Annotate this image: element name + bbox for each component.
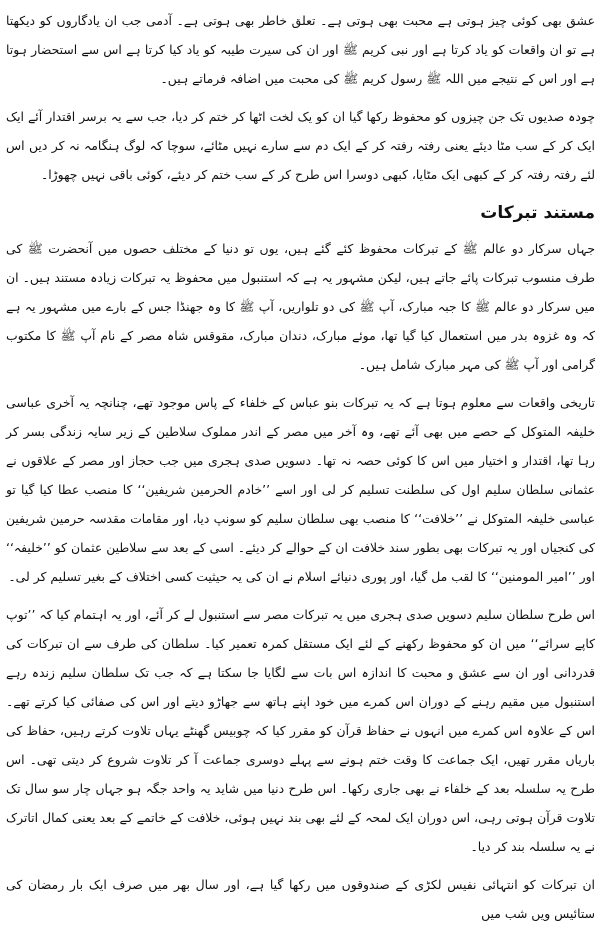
paragraph-main-2: تاریخی واقعات سے معلوم ہوتا ہے کہ یہ تبرکات بنو عباس کے خلفاء کے پاس موجود تھے، چنانچہ یہ آخری عباسی خلیفہ المتوکل کے حصے میں بھی آئے تھے، وہ آخر میں مصر کے اندر مملوک سلاطین کے زیر سایہ زندگی بسر کر رہا تھا، اقتدار و اختیار میں اس کا کوئی حصہ نہ تھا۔ دسویں صدی ہجری میں جب حجاز اور مصر کے علاقوں نے عثمانی سلطان سلیم اول کی سلطنت تسلیم کر لی اور اسے ’’خادم الحرمین شریفین‘‘ کا منصب عطا کیا گیا تو عباسی خلیفہ المتوکل نے ’’خلافت‘‘ کا منصب بھی سلطان سلیم کو سونپ دیا، اور مقامات مقدسہ حرمین شریفین کی کنجیاں اور یہ تبرکات بھی بطور سند خلافت ان کے حوالے کر دیئے۔ اسی کے بعد سے سلاطین عثمان کو ’’خلیفہ‘‘ اور ’’امیر المومنین‘‘ کا لقب مل گیا، اور پوری دنیائے اسلام نے ان کی یہ حیثیت کسی اختلاف کے بغیر تسلیم کر لی۔ (6, 395, 595, 584)
paragraph-intro-1: عشق بھی کوئی چیز ہوتی ہے محبت بھی ہوتی ہے۔ تعلق خاطر بھی ہوتی ہے۔ آدمی جب ان یادگاروں کو دیکھتا ہے تو ان واقعات کو یاد کرتا ہے اور نبی کریم ﷺ اور ان کی سیرت طیبہ کو یاد کیا کرتا ہے اس سے استحضار ہوتا ہے اور اس کے نتیجے میں اللہ ﷺ رسول کریم ﷺ کی محبت میں اضافہ فرماتے ہیں۔ (6, 13, 595, 86)
paragraph-main-4: ان تبرکات کو انتہائی نفیس لکڑی کے صندوقوں میں رکھا گیا ہے، اور سال بھر میں صرف ایک بار رمضان کی ستائیس ویں شب میں (6, 877, 595, 921)
paragraph-intro-2: چودہ صدیوں تک جن چیزوں کو محفوظ رکھا گیا ان کو یک لخت اٹھا کر ختم کر دیا، جب سے یہ برسر اقتدار آئے ایک ایک کر کے سب مٹا دیئے یعنی رفتہ رفتہ کر کے ایک دم سے سارے نہیں مٹائے، سوچا کہ لوگ ہنگامہ نہ کر دیں اس لئے رفتہ رفتہ کر کے کبھی ایک مٹایا، کبھی دوسرا اس طرح کر کے سب ختم کر دیئے، کوئی باقی نہیں چھوڑا۔ (6, 109, 595, 182)
paragraph-main-3: اس طرح سلطان سلیم دسویں صدی ہجری میں یہ تبرکات مصر سے استنبول لے کر آئے، اور یہ اہتمام کیا کہ ’’توپ کاپے سرائے‘‘ میں ان کو محفوظ رکھنے کے لئے ایک مستقل کمرہ تعمیر کیا۔ سلطان کی طرف سے ان تبرکات کی قدردانی اور ان سے عشق و محبت کا اندازہ اس بات سے لگایا جا سکتا ہے کہ جب تک سلطان سلیم زندہ رہے استنبول میں مقیم رہنے کے دوران اس کمرے میں خود اپنے ہاتھ سے جھاڑو دیتے اور اس کی صفائی کیا کرتے تھے۔ اس کے علاوہ اس کمرے میں انہوں نے حفاظ قرآن کو مقرر کیا کہ چوبیس گھنٹے یہاں تلاوت کرتے رہیں، حفاظ کی باریاں مقرر تھیں، ایک جماعت کا وقت ختم ہونے سے پہلے دوسری جماعت آ کر تلاوت شروع کر دیتی تھی۔ اس طرح یہ سلسلہ بعد کے خلفاء نے بھی جاری رکھا۔ اس طرح دنیا میں شاید یہ واحد جگہ ہو جہاں چار سو سال تک تلاوت قرآن ہوتی رہی، اس دوران ایک لمحہ کے لئے بھی بند نہیں ہوئی، خلافت کے خاتمے کے بعد یعنی کمال اتاترک نے یہ سلسلہ بند کر دیا۔ (6, 607, 595, 854)
section-heading: مستند تبرکات (480, 203, 595, 223)
paragraph-main-1: جہاں سرکار دو عالم ﷺ کے تبرکات محفوظ کئے گئے ہیں، یوں تو دنیا کے مختلف حصوں میں آنحضرت ﷺ کی طرف منسوب تبرکات پائے جاتے ہیں، لیکن مشہور یہ ہے کہ استنبول میں محفوظ یہ تبرکات زیادہ مستند ہیں۔ ان میں سرکار دو عالم ﷺ کا جبہ مبارک، آپ ﷺ کی دو تلواریں، آپ ﷺ کا وہ جھنڈا جس کے بارے میں مشہور یہ ہے کہ وہ غزوہ بدر میں استعمال کیا گیا تھا، موئے مبارک، دندان مبارک، مقوقس شاہ مصر کے نام آپ ﷺ کا مکتوب گرامی اور آپ ﷺ کی مہر مبارک شامل ہیں۔ (6, 241, 595, 372)
